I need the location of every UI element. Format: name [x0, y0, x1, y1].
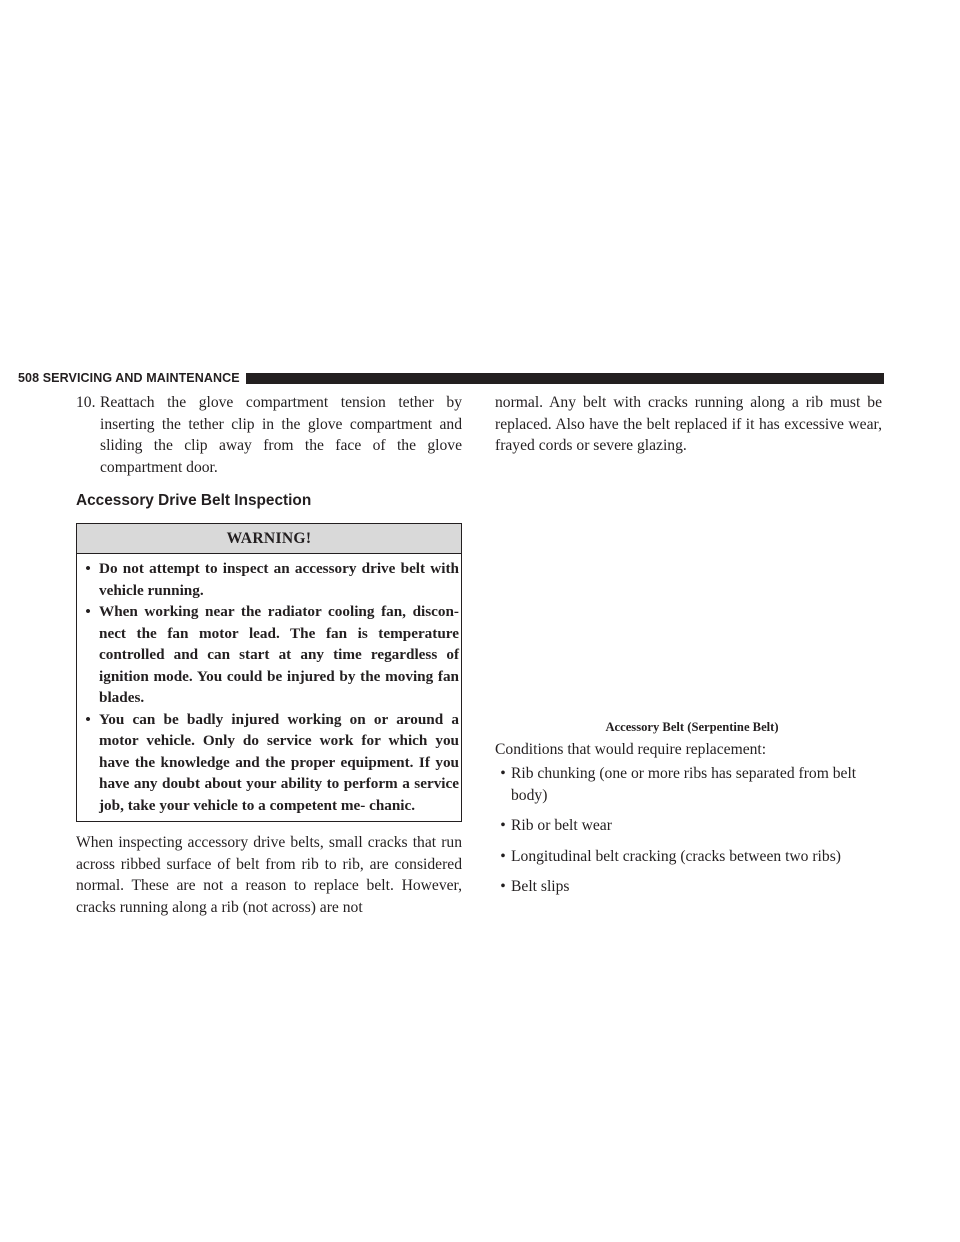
list-item: [495, 763, 882, 806]
warning-item-text: You can be badly injured working on or around a motor vehicle. Only do service work for which you have the knowledge and the proper equipment. If you have any doubt about your ability to perform a service job, take your vehicle to a competent me- chanic.: [99, 710, 459, 814]
list-item: [495, 876, 882, 898]
warning-item-text: When working near the radiator cooling fan, discon- nect the fan motor lead. The fan is temperature controlled and can start at any time regardless of ignition mode. You could be injured by the moving fan blades.: [99, 603, 459, 706]
list-item-text: Rib or belt wear: [511, 817, 612, 834]
bullet-icon: •: [85, 603, 91, 620]
bullet-icon: •: [500, 878, 506, 895]
section-heading: Accessory Drive Belt Inspection: [76, 492, 312, 509]
page-header-text: [18, 371, 246, 385]
warning-item: [77, 558, 461, 601]
conditions-intro: Conditions that would require replacement:: [495, 740, 767, 758]
warning-item: [77, 709, 461, 817]
bullet-icon: •: [500, 847, 506, 865]
page-number: 508: [18, 371, 40, 385]
list-item-text: Rib chunking (one or more ribs has separated from belt body): [511, 765, 857, 804]
section-title: SERVICING AND MAINTENANCE: [42, 371, 240, 385]
list-item: [495, 815, 882, 837]
header-rule: [246, 373, 884, 384]
belt-figure: [495, 457, 882, 719]
inspection-paragraph: When inspecting accessory drive belts, small cracks that run across ribbed surface of belt from rib to rib, are considered normal. These are not a reason to replace belt. However, cracks running along a rib (not across) are not: [76, 834, 462, 916]
bullet-icon: •: [500, 817, 506, 834]
list-item-text: Longitudinal belt cracking (cracks between two ribs): [511, 847, 841, 865]
continued-paragraph: normal. Any belt with cracks running along a rib must be replaced. Also have the belt replaced if it has excessive wear, frayed cords or severe glazing.: [495, 394, 882, 454]
warning-title: WARNING!: [77, 524, 461, 554]
page-header: [18, 370, 884, 386]
list-item: [495, 846, 882, 868]
right-column: [495, 392, 882, 907]
left-column: [76, 392, 462, 918]
bullet-icon: •: [85, 560, 91, 577]
conditions-list: [495, 763, 882, 898]
bullet-icon: •: [85, 710, 91, 728]
figure-caption: Accessory Belt (Serpentine Belt): [605, 719, 779, 734]
step-10: [76, 392, 462, 478]
list-item-text: Belt slips: [511, 878, 570, 895]
bullet-icon: •: [500, 765, 506, 782]
warning-item: [77, 601, 461, 709]
step-number: 10.: [76, 394, 96, 411]
warning-box: [76, 523, 462, 822]
warning-item-text: Do not attempt to inspect an accessory drive belt with vehicle running.: [99, 560, 459, 599]
warning-body: [77, 554, 461, 821]
step-text: Reattach the glove compartment tension tether by inserting the tether clip in the glove compartment and sliding the clip away from the face of the glove compartment door.: [100, 394, 462, 476]
